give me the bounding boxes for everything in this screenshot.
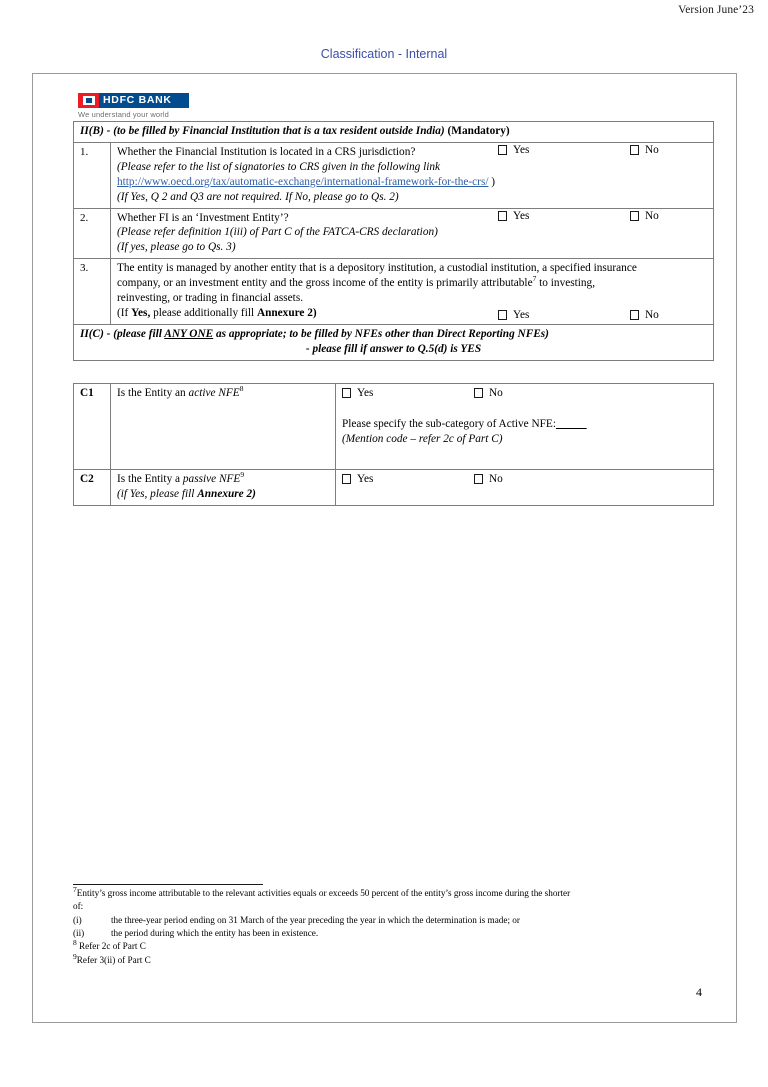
classification-label: Classification - Internal xyxy=(320,47,448,61)
question-3-line-4-pre: (If xyxy=(117,306,132,319)
logo-bar xyxy=(78,93,189,108)
question-3-no-option[interactable] xyxy=(630,308,659,323)
c1-question-italic: active NFE xyxy=(188,387,240,399)
footnote-7-text: Entity’s gross income attributable to the relevant activities equals or exceeds 50 percent of the entity’s gross income during the shorter xyxy=(76,888,571,898)
question-3-content xyxy=(111,259,714,325)
footnote-7-item-ii-index: (ii) xyxy=(73,928,85,939)
question-1-yes-label: Yes xyxy=(513,143,530,156)
section-c-heading-row xyxy=(74,324,714,360)
c2-answer-cell xyxy=(336,470,714,506)
section-b-heading-row xyxy=(74,122,714,143)
footnote-9-marker: 9 xyxy=(73,951,77,961)
question-1-no-option[interactable] xyxy=(630,143,659,158)
question-2-no-option[interactable] xyxy=(630,209,659,224)
section-c-heading-anyone: ANY ONE xyxy=(164,327,214,340)
footnote-9-text: Refer 3(ii) of Part C xyxy=(76,954,151,965)
question-1-answers xyxy=(498,143,659,158)
row-c2 xyxy=(74,470,714,506)
c2-no-option[interactable] xyxy=(474,472,503,487)
footnote-7-item-i-index: (i) xyxy=(73,914,82,925)
section-c-heading-line-2: - please fill if answer to Q.5(d) is YES xyxy=(305,342,482,355)
c1-answers xyxy=(342,386,709,401)
c2-yes-label: Yes xyxy=(357,473,374,485)
question-1-line-1: Whether the Financial Institution is located in a CRS jurisdiction? xyxy=(117,145,416,158)
c1-question-pre: Is the Entity an xyxy=(117,387,189,399)
c1-subcategory-input[interactable]: _____ xyxy=(555,417,587,430)
row-c1 xyxy=(74,384,714,470)
logo-brand-text: HDFC BANK xyxy=(99,93,189,108)
c2-annexure-line xyxy=(117,487,331,502)
checkbox-icon[interactable] xyxy=(342,474,351,484)
question-1-yes-option[interactable] xyxy=(498,143,630,158)
question-1-content xyxy=(111,142,714,208)
question-3-line-3: reinvesting, or trading in financial assets. xyxy=(117,292,304,305)
fatca-crs-form-table xyxy=(73,121,714,361)
c1-yes-option[interactable] xyxy=(342,386,474,401)
c2-annexure-ref: Annexure 2) xyxy=(197,487,256,500)
c1-no-label: No xyxy=(489,387,503,399)
question-2-line-2: (Please refer definition 1(iii) of Part C of the FATCA-CRS declaration) xyxy=(117,226,438,239)
footnote-ref-7: 7 xyxy=(532,274,537,284)
footnote-7-marker: 7 xyxy=(73,884,77,894)
question-3-line-4-yes: Yes, xyxy=(131,306,151,319)
checkbox-icon[interactable] xyxy=(630,310,639,320)
question-3-line-4-mid: please additionally fill xyxy=(150,306,257,319)
section-c-heading-post: as appropriate; to be filled by NFEs other than Direct Reporting NFEs) xyxy=(213,327,549,340)
question-3-line-1: The entity is managed by another entity that is a depository institution, a custodial institution, a specified insurance xyxy=(117,262,637,275)
question-3-yes-label: Yes xyxy=(513,308,530,321)
question-1-link-line xyxy=(117,175,709,190)
question-1-no-label: No xyxy=(645,143,659,156)
c2-annexure-pre: (if Yes, please fill xyxy=(117,487,198,500)
question-3-line-2-tail: to investing, xyxy=(536,277,596,290)
question-3-yes-option[interactable] xyxy=(498,308,630,323)
section-b-heading-mandatory: (Mandatory) xyxy=(447,125,510,137)
c1-subcategory-line xyxy=(342,417,709,432)
footnotes-block xyxy=(73,884,713,967)
c1-subcategory-hint: (Mention code – refer 2c of Part C) xyxy=(342,432,503,445)
c2-code: C2 xyxy=(74,470,111,506)
footnote-7-item-i-text: the three-year period ending on 31 March of the year preceding the year in which the determination is made; or xyxy=(111,914,520,925)
question-2-line-3: (If yes, please go to Qs. 3) xyxy=(117,241,236,254)
c2-yes-option[interactable] xyxy=(342,472,474,487)
footnote-ref-8: 8 xyxy=(239,384,244,394)
c1-spacer xyxy=(342,401,709,417)
checkbox-icon[interactable] xyxy=(630,145,639,155)
footnote-8 xyxy=(73,940,713,953)
c1-answer-cell xyxy=(336,384,714,470)
question-3-no-label: No xyxy=(645,308,659,321)
section-c-heading-pre: II(C) - (please fill xyxy=(80,327,165,340)
question-2-number: 2. xyxy=(74,208,111,259)
footnote-8-text: Refer 2c of Part C xyxy=(76,941,146,952)
footnote-separator xyxy=(73,884,263,885)
question-3-line-2 xyxy=(117,276,709,291)
c2-question-pre: Is the Entity a xyxy=(117,473,183,485)
section-b-heading-cell xyxy=(74,122,714,143)
checkbox-icon[interactable] xyxy=(342,388,351,398)
c2-no-label: No xyxy=(489,473,503,485)
section-c-heading-cell xyxy=(74,324,714,360)
question-2-answers xyxy=(498,209,659,224)
c2-question-italic: passive NFE xyxy=(182,473,241,485)
c1-subcategory-label: Please specify the sub-category of Active NFE: xyxy=(342,417,556,430)
footnote-7-line-2: of: xyxy=(73,901,84,912)
footnote-7-item-i xyxy=(73,914,713,927)
question-2-yes-option[interactable] xyxy=(498,209,630,224)
footnote-ref-9: 9 xyxy=(240,470,245,480)
version-label: Version June’23 xyxy=(678,4,754,16)
hdfc-logo-mark-icon xyxy=(78,93,99,108)
question-3-answers xyxy=(498,308,659,323)
footnote-7-line-1 xyxy=(73,884,713,900)
footnote-9 xyxy=(73,951,713,967)
checkbox-icon[interactable] xyxy=(498,145,507,155)
crs-signatories-link[interactable]: http://www.oecd.org/tax/automatic-exchange/international-framework-for-the-crs/ xyxy=(117,175,489,188)
question-2-content xyxy=(111,208,714,259)
question-3-annexure-ref: Annexure 2) xyxy=(256,306,317,319)
nfe-classification-table xyxy=(73,383,714,506)
question-2-no-label: No xyxy=(645,209,659,222)
question-row-1 xyxy=(74,142,714,208)
c1-code: C1 xyxy=(74,384,111,470)
question-1-line-4: (If Yes, Q 2 and Q3 are not required. If No, please go to Qs. 2) xyxy=(117,190,399,203)
logo-tagline: We understand your world xyxy=(78,109,170,119)
footnote-7-item-ii-text: the period during which the entity has been in existence. xyxy=(111,928,319,939)
checkbox-icon[interactable] xyxy=(498,310,507,320)
page-number: 4 xyxy=(696,985,702,999)
question-row-3 xyxy=(74,259,714,325)
question-1-link-suffix: ) xyxy=(488,175,496,188)
c1-question-cell xyxy=(111,384,336,470)
checkbox-icon[interactable] xyxy=(498,211,507,221)
hdfc-bank-logo xyxy=(78,93,258,119)
page-frame xyxy=(32,73,737,1023)
question-2-line-1: Whether FI is an ‘Investment Entity’? xyxy=(117,211,289,224)
question-2-yes-label: Yes xyxy=(513,209,530,222)
c1-yes-label: Yes xyxy=(357,387,374,399)
question-1-number: 1. xyxy=(74,142,111,208)
question-1-line-2: (Please refer to the list of signatories to CRS given in the following link xyxy=(117,160,441,173)
footnote-8-marker: 8 xyxy=(73,938,77,948)
question-row-2 xyxy=(74,208,714,259)
checkbox-icon[interactable] xyxy=(474,474,483,484)
c2-question-cell xyxy=(111,470,336,506)
question-3-line-2-text: company, or an investment entity and the gross income of the entity is primarily attributable xyxy=(117,277,533,290)
c1-no-option[interactable] xyxy=(474,386,503,401)
section-b-heading-italic: II(B) - (to be filled by Financial Institution that is a tax resident outside India) xyxy=(80,125,445,137)
c2-question-line xyxy=(117,472,331,487)
checkbox-icon[interactable] xyxy=(474,388,483,398)
checkbox-icon[interactable] xyxy=(630,211,639,221)
c2-answers xyxy=(342,472,709,487)
question-3-number: 3. xyxy=(74,259,111,325)
footnote-7-item-ii xyxy=(73,927,713,940)
